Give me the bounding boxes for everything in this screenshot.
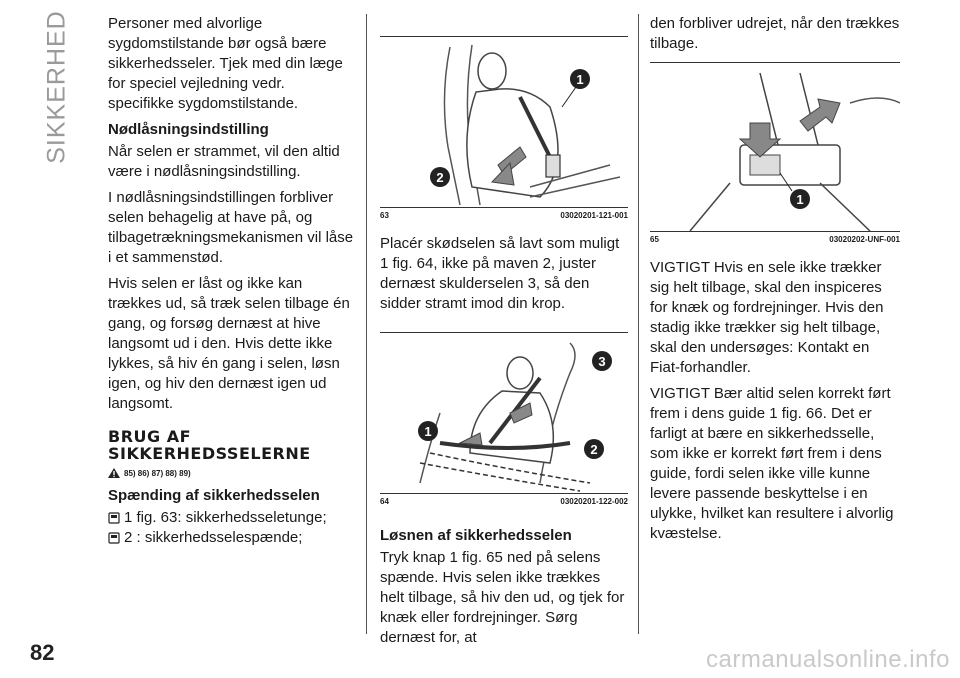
footer-watermark: carmanualsonline.info bbox=[706, 646, 950, 673]
figure-64 bbox=[380, 332, 628, 494]
list-item-text: 1 fig. 63: sikkerhedsseletunge; bbox=[124, 509, 327, 526]
column-3 bbox=[650, 14, 900, 550]
paragraph: den forbliver udrejet, når den trækkes tilbage. bbox=[650, 15, 900, 52]
warning-references bbox=[108, 468, 354, 478]
heading-fasten-belt: Spænding af sikkerhedsselen bbox=[108, 487, 320, 504]
callout-1: 1 bbox=[424, 424, 432, 439]
paragraph: Når selen er strammet, vil den altid være i nødlåsningsindstilling. bbox=[108, 143, 340, 180]
callout-2: 2 bbox=[436, 170, 444, 185]
warning-triangle-icon bbox=[108, 468, 120, 478]
heading-release-belt: Løsnen af sikkerhedsselen bbox=[380, 527, 572, 544]
list-item bbox=[108, 508, 354, 528]
list-item bbox=[108, 528, 354, 548]
column-1 bbox=[108, 14, 354, 548]
figure-code: 03020201-121-001 bbox=[560, 211, 628, 220]
callout-1: 1 bbox=[576, 72, 584, 87]
side-title-text: SIKKERHED bbox=[42, 10, 71, 164]
column-divider bbox=[638, 14, 639, 634]
section-heading: BRUG AF SIKKERHEDSSELERNE bbox=[108, 427, 311, 463]
paragraph: VIGTIGT Hvis en sele ikke trækker sig helt tilbage, skal den inspiceres for knæk og fordrejninger. Hvis den stadig ikke trækker sig helt tilbage, skal den undersøges: Kontakt en Fiat-forhandler. bbox=[650, 259, 884, 376]
paragraph: VIGTIGT Bær altid selen korrekt ført frem i dens guide 1 fig. 66. Det er farligt at bære en sikkerhedsselle, som ikke er korrekt ført frem i dens guide, fordi selen ikke ville kunne levere passende beskyttelse i en ulykke, hvilket kan resultere i alvorlig kvæstelse. bbox=[650, 385, 894, 542]
list-item-text: 2 : sikkerhedsselespænde; bbox=[124, 529, 303, 546]
column-2 bbox=[380, 14, 628, 654]
figure-64-caption bbox=[380, 494, 628, 506]
column-divider bbox=[366, 14, 367, 634]
section-side-title bbox=[40, 12, 74, 162]
paragraph: I nødlåsningsindstillingen forbliver selen behagelig at have på, og tilbagetrækningsmekanismen vil låse i et sammenstød. bbox=[108, 189, 354, 266]
heading-emergency-locking: Nødlåsningsindstilling bbox=[108, 121, 269, 138]
warning-refs-text: 85) 86) 87) 88) 89) bbox=[124, 468, 191, 478]
callout-1: 1 bbox=[796, 192, 804, 207]
seatbelt-release-illustration bbox=[650, 63, 900, 231]
figure-number: 65 bbox=[650, 235, 659, 244]
figure-65-caption bbox=[650, 232, 900, 244]
figure-63-caption bbox=[380, 208, 628, 220]
figure-65 bbox=[650, 62, 900, 232]
paragraph: Placér skødselen så lavt som muligt 1 fig. 64, ikke på maven 2, juster dernæst skulderselen 3, så den sidder stramt imod din krop. bbox=[380, 235, 620, 312]
paragraph: Hvis selen er låst og ikke kan trækkes ud, så træk selen tilbage én gang, og forsøg dernæst at hive langsomt ud i den. Hvis dette ikke lykkes, så hiv én gang i selen, løsn igen, og hiv den dernæst igen ud langsomt. bbox=[108, 275, 350, 412]
page-number: 82 bbox=[30, 640, 55, 665]
figure-63 bbox=[380, 36, 628, 208]
car-part-icon bbox=[108, 532, 120, 544]
car-part-icon bbox=[108, 512, 120, 524]
figure-number: 64 bbox=[380, 497, 389, 506]
figure-code: 03020202-UNF-001 bbox=[829, 235, 900, 244]
paragraph: Tryk knap 1 fig. 65 ned på selens spænde. Hvis selen ikke trækkes helt tilbage, så hiv den ud, og tjek for knæk eller fordrejninger. Sørg dernæst for, at bbox=[380, 549, 625, 646]
seatbelt-position-illustration bbox=[380, 333, 628, 493]
figure-code: 03020201-122-002 bbox=[560, 497, 628, 506]
intro-paragraph: Personer med alvorlige sygdomstilstande bør også bære sikkerhedsseler. Tjek med din læge for speciel vejledning vedr. specifikke sygdomstilstande. bbox=[108, 15, 343, 112]
callout-2: 2 bbox=[590, 442, 598, 457]
figure-number: 63 bbox=[380, 211, 389, 220]
seatbelt-buckle-illustration bbox=[380, 37, 628, 207]
callout-3: 3 bbox=[598, 354, 606, 369]
